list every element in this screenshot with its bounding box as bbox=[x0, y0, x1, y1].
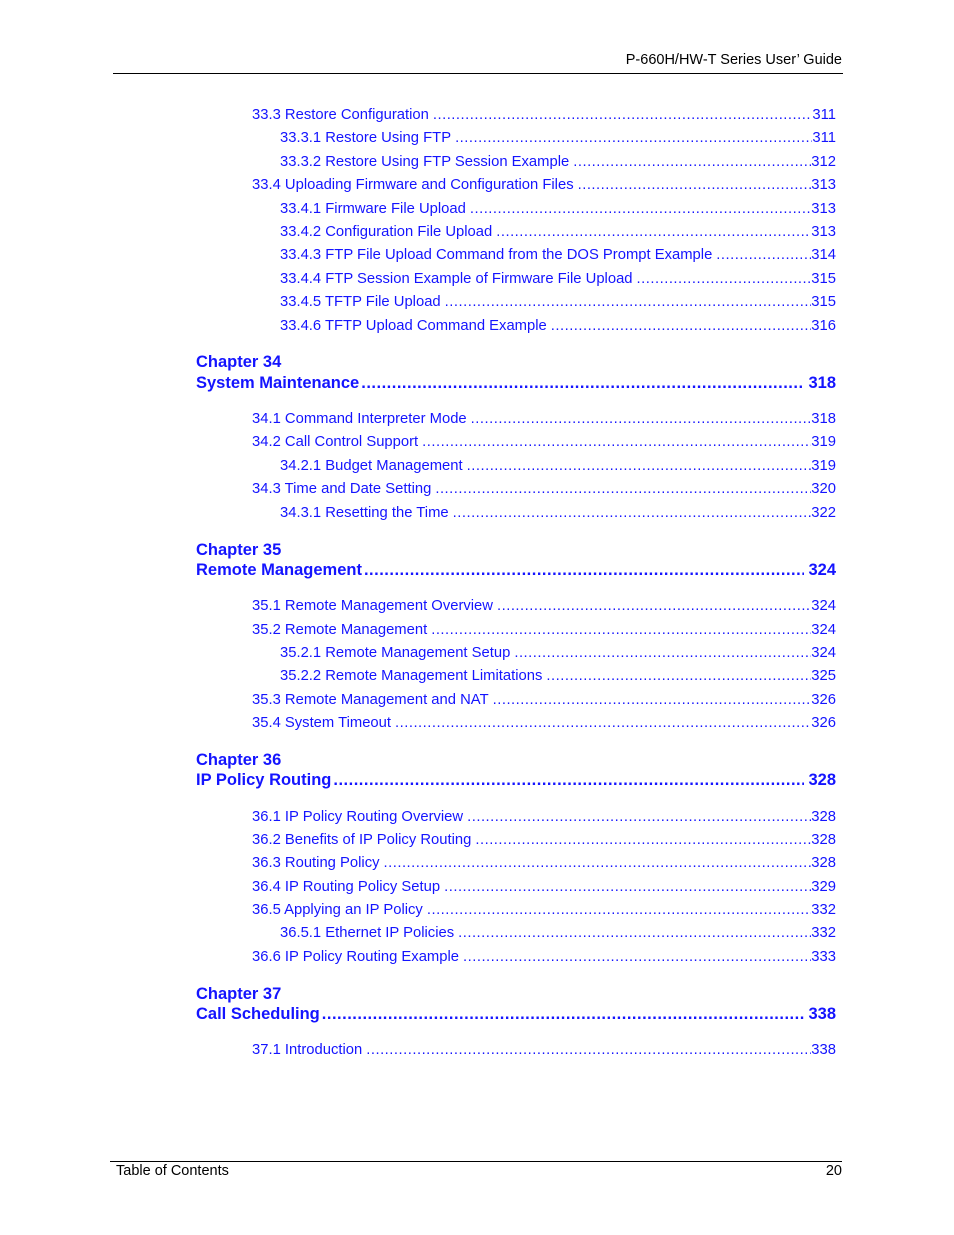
chapter-36-title-row[interactable] bbox=[196, 771, 836, 793]
dot-leader bbox=[366, 1042, 811, 1058]
toc-entry-page: 311 bbox=[812, 130, 836, 146]
toc-entry-label: 35.4 System Timeout bbox=[252, 715, 391, 731]
toc-entry-35-2-1[interactable] bbox=[280, 645, 836, 664]
dot-leader bbox=[471, 411, 812, 427]
toc-entry-33-4-3[interactable] bbox=[280, 247, 836, 266]
dot-leader bbox=[546, 668, 811, 684]
toc-entry-page: 328 bbox=[811, 809, 836, 825]
toc-entry-page: 326 bbox=[811, 715, 836, 731]
toc-entry-33-4-4[interactable] bbox=[280, 271, 836, 290]
toc-entry-33-4[interactable] bbox=[252, 177, 836, 196]
toc-entry-label: 33.3.2 Restore Using FTP Session Example bbox=[280, 154, 570, 170]
toc-entry-label: 35.1 Remote Management Overview bbox=[252, 598, 493, 614]
toc-entry-page: 325 bbox=[811, 668, 836, 684]
chapter-34-number[interactable]: Chapter 34 bbox=[196, 353, 282, 371]
dot-leader bbox=[453, 505, 812, 521]
toc-entry-page: 311 bbox=[812, 107, 836, 123]
chapter-title: IP Policy Routing bbox=[196, 771, 332, 789]
toc-entry-label: 36.5 Applying an IP Policy bbox=[252, 902, 423, 918]
toc-entry-label: 33.4.2 Configuration File Upload bbox=[280, 224, 493, 240]
dot-leader bbox=[573, 154, 811, 170]
dot-leader bbox=[445, 294, 812, 310]
dot-leader bbox=[427, 902, 811, 918]
toc-entry-label: 33.4 Uploading Firmware and Configuration Files bbox=[252, 177, 574, 193]
toc-entry-page: 329 bbox=[811, 879, 836, 895]
dot-leader bbox=[551, 318, 812, 334]
chapter-title: Call Scheduling bbox=[196, 1005, 320, 1023]
dot-leader bbox=[435, 481, 811, 497]
toc-entry-label: 35.2.1 Remote Management Setup bbox=[280, 645, 511, 661]
dot-leader bbox=[493, 692, 812, 708]
dot-leader bbox=[395, 715, 811, 731]
toc-entry-33-3-2[interactable] bbox=[280, 154, 836, 173]
toc-entry-page: 338 bbox=[811, 1042, 836, 1058]
chapter-37-number[interactable]: Chapter 37 bbox=[196, 985, 282, 1003]
toc-entry-34-3[interactable] bbox=[252, 481, 836, 500]
dot-leader bbox=[422, 434, 811, 450]
toc-entry-page: 313 bbox=[811, 201, 836, 217]
toc-entry-35-2[interactable] bbox=[252, 622, 836, 641]
dot-leader bbox=[431, 622, 811, 638]
toc-entry-33-4-2[interactable] bbox=[280, 224, 836, 243]
toc-entry-page: 322 bbox=[811, 505, 836, 521]
toc-entry-label: 36.2 Benefits of IP Policy Routing bbox=[252, 832, 472, 848]
toc-entry-33-3[interactable] bbox=[252, 107, 836, 126]
dot-leader bbox=[433, 107, 813, 123]
toc-entry-page: 328 bbox=[811, 855, 836, 871]
toc-entry-page: 316 bbox=[811, 318, 836, 334]
toc-entry-33-3-1[interactable] bbox=[280, 130, 836, 149]
toc-entry-page: 324 bbox=[811, 645, 836, 661]
toc-entry-label: 35.3 Remote Management and NAT bbox=[252, 692, 489, 708]
dot-leader bbox=[333, 771, 804, 790]
toc-entry-36-2[interactable] bbox=[252, 832, 836, 851]
chapter-page: 328 bbox=[808, 771, 836, 789]
toc-entry-page: 328 bbox=[811, 832, 836, 848]
guide-title: P-660H/HW-T Series User’ Guide bbox=[625, 52, 842, 68]
toc-entry-33-4-1[interactable] bbox=[280, 201, 836, 220]
toc-entry-label: 34.2 Call Control Support bbox=[252, 434, 419, 450]
dot-leader bbox=[470, 201, 811, 217]
page-footer bbox=[110, 1161, 842, 1179]
dot-leader bbox=[496, 224, 811, 240]
dot-leader bbox=[384, 855, 812, 871]
toc-entry-36-1[interactable] bbox=[252, 809, 836, 828]
toc-entry-label: 36.6 IP Policy Routing Example bbox=[252, 949, 459, 965]
toc-entry-page: 324 bbox=[811, 598, 836, 614]
toc-entry-page: 312 bbox=[811, 154, 836, 170]
toc-entry-label: 35.2.2 Remote Management Limitations bbox=[280, 668, 543, 684]
toc-entry-label: 33.4.1 Firmware File Upload bbox=[280, 201, 466, 217]
toc-entry-34-1[interactable] bbox=[252, 411, 836, 430]
dot-leader bbox=[364, 561, 805, 580]
toc-entry-page: 332 bbox=[811, 925, 836, 941]
toc-entry-36-3[interactable] bbox=[252, 855, 836, 874]
toc-entry-33-4-6[interactable] bbox=[280, 318, 836, 337]
page-number: 20 bbox=[825, 1163, 842, 1179]
toc-entry-page: 324 bbox=[811, 622, 836, 638]
toc-entry-36-5[interactable] bbox=[252, 902, 836, 921]
dot-leader bbox=[322, 1005, 805, 1024]
dot-leader bbox=[361, 374, 804, 393]
chapter-37-title-row[interactable] bbox=[196, 1005, 836, 1027]
toc-entry-page: 315 bbox=[811, 294, 836, 310]
toc-entry-35-4[interactable] bbox=[252, 715, 836, 734]
dot-leader bbox=[463, 949, 811, 965]
toc-entry-36-5-1[interactable] bbox=[280, 925, 836, 944]
toc-entry-37-1[interactable] bbox=[252, 1042, 836, 1061]
dot-leader bbox=[514, 645, 811, 661]
toc-entry-page: 332 bbox=[811, 902, 836, 918]
dot-leader bbox=[497, 598, 811, 614]
dot-leader bbox=[716, 247, 811, 263]
dot-leader bbox=[455, 130, 812, 146]
toc-entry-label: 35.2 Remote Management bbox=[252, 622, 428, 638]
chapter-title: System Maintenance bbox=[196, 374, 360, 392]
toc-entry-35-1[interactable] bbox=[252, 598, 836, 617]
toc-entry-label: 37.1 Introduction bbox=[252, 1042, 363, 1058]
toc-entry-34-2-1[interactable] bbox=[280, 458, 836, 477]
chapter-36-number[interactable]: Chapter 36 bbox=[196, 751, 282, 769]
toc-entry-page: 319 bbox=[811, 458, 836, 474]
dot-leader bbox=[475, 832, 811, 848]
toc-entry-label: 36.3 Routing Policy bbox=[252, 855, 380, 871]
toc-entry-label: 34.3.1 Resetting the Time bbox=[280, 505, 449, 521]
dot-leader bbox=[458, 925, 811, 941]
toc-entry-page: 315 bbox=[811, 271, 836, 287]
toc-entry-page: 314 bbox=[811, 247, 836, 263]
chapter-page: 324 bbox=[808, 561, 836, 579]
chapter-35-number[interactable]: Chapter 35 bbox=[196, 541, 282, 559]
chapter-page: 338 bbox=[808, 1005, 836, 1023]
footer-section: Table of Contents bbox=[116, 1163, 229, 1179]
toc-entry-33-4-5[interactable] bbox=[280, 294, 836, 313]
chapter-page: 318 bbox=[808, 374, 836, 392]
toc-entry-36-4[interactable] bbox=[252, 879, 836, 898]
toc-entry-36-6[interactable] bbox=[252, 949, 836, 968]
toc-entry-label: 33.4.3 FTP File Upload Command from the DOS Prompt Example bbox=[280, 247, 713, 263]
chapter-35-title-row[interactable] bbox=[196, 561, 836, 583]
toc-entry-label: 36.5.1 Ethernet IP Policies bbox=[280, 925, 455, 941]
toc-entry-34-3-1[interactable] bbox=[280, 505, 836, 524]
toc-entry-page: 313 bbox=[811, 177, 836, 193]
toc-entry-35-2-2[interactable] bbox=[280, 668, 836, 687]
toc-entry-page: 333 bbox=[811, 949, 836, 965]
dot-leader bbox=[444, 879, 811, 895]
toc-entry-label: 34.1 Command Interpreter Mode bbox=[252, 411, 467, 427]
toc-entry-label: 33.3.1 Restore Using FTP bbox=[280, 130, 452, 146]
toc-entry-label: 33.4.5 TFTP File Upload bbox=[280, 294, 441, 310]
dot-leader bbox=[467, 809, 811, 825]
toc-entry-page: 326 bbox=[811, 692, 836, 708]
toc-entry-label: 34.2.1 Budget Management bbox=[280, 458, 463, 474]
toc-entry-label: 33.4.6 TFTP Upload Command Example bbox=[280, 318, 547, 334]
dot-leader bbox=[637, 271, 812, 287]
chapter-34-title-row[interactable] bbox=[196, 374, 836, 396]
toc-entry-page: 318 bbox=[811, 411, 836, 427]
toc-entry-34-2[interactable] bbox=[252, 434, 836, 453]
toc-entry-label: 36.4 IP Routing Policy Setup bbox=[252, 879, 441, 895]
toc-entry-page: 319 bbox=[811, 434, 836, 450]
toc-entry-label: 34.3 Time and Date Setting bbox=[252, 481, 432, 497]
dot-leader bbox=[578, 177, 812, 193]
toc-entry-page: 313 bbox=[811, 224, 836, 240]
page-header bbox=[113, 51, 843, 74]
toc-entry-label: 33.3 Restore Configuration bbox=[252, 107, 429, 123]
toc-entry-label: 36.1 IP Policy Routing Overview bbox=[252, 809, 464, 825]
toc-entry-page: 320 bbox=[811, 481, 836, 497]
toc-entry-35-3[interactable] bbox=[252, 692, 836, 711]
chapter-title: Remote Management bbox=[196, 561, 362, 579]
dot-leader bbox=[467, 458, 812, 474]
toc-entry-label: 33.4.4 FTP Session Example of Firmware File Upload bbox=[280, 271, 633, 287]
